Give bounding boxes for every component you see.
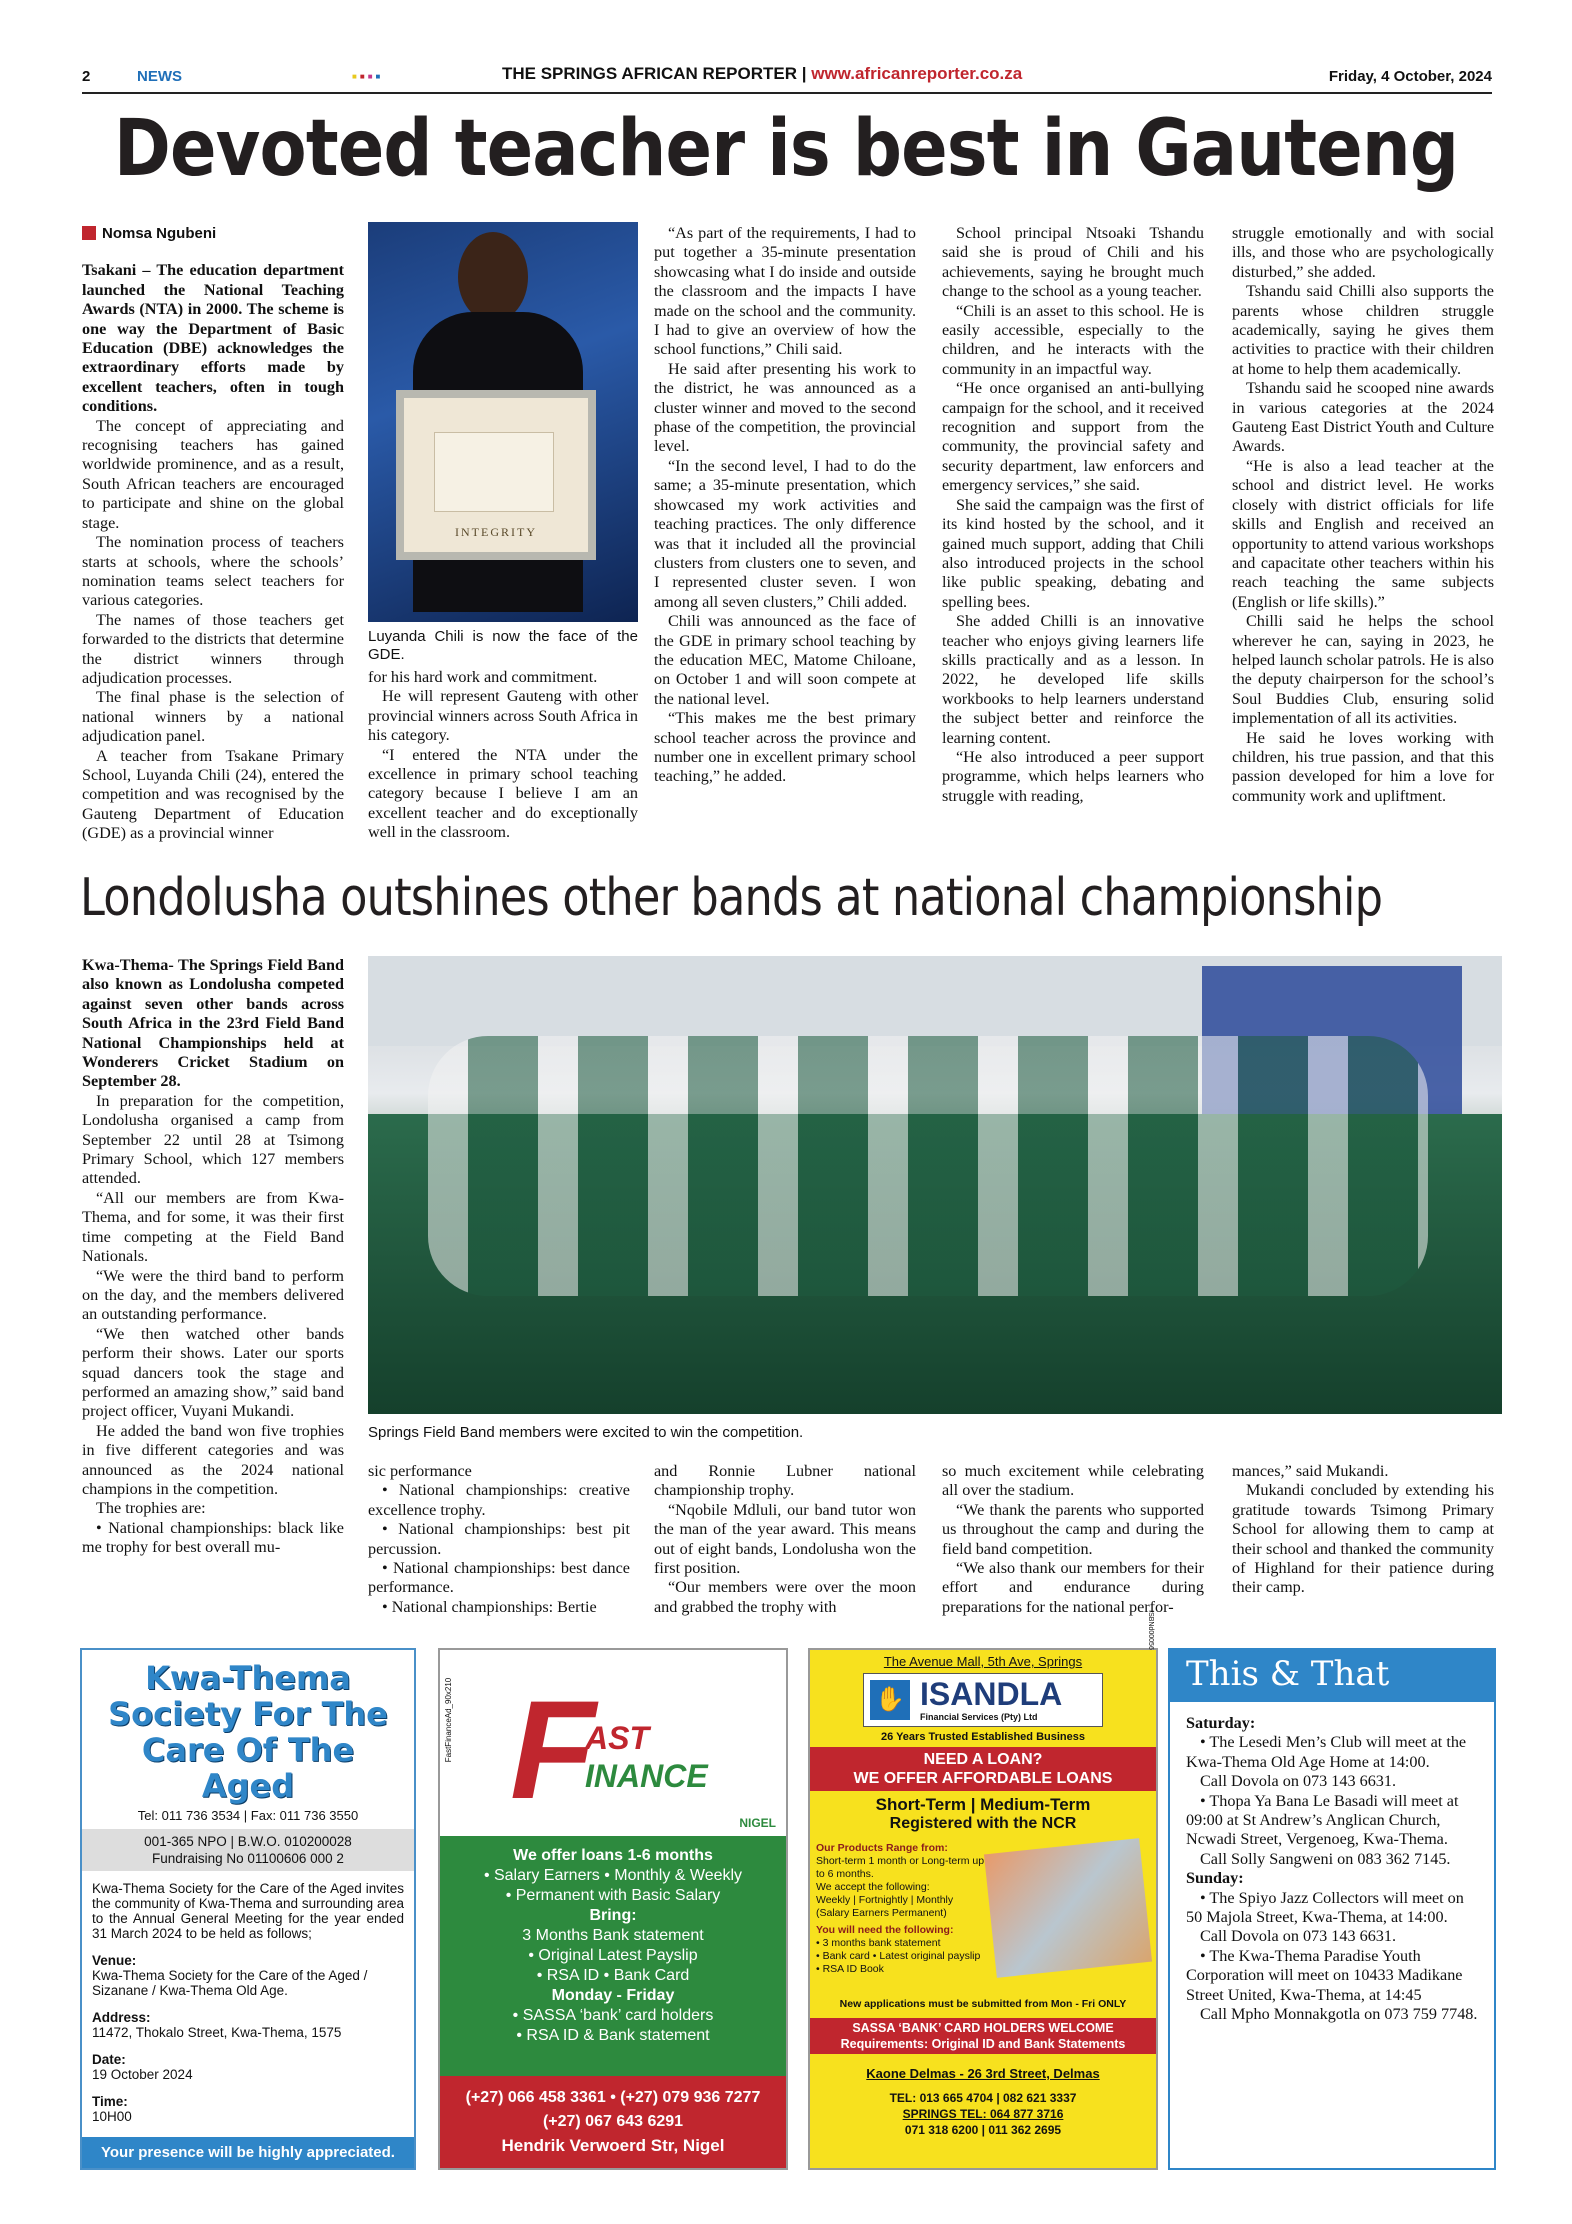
paragraph: Chili was announced as the face of the GDE in primary school teaching by the education MEC, Matome Chiloane, on October 1 and will soon compete at the national level. (654, 612, 916, 708)
section-dots: ■■■■ (352, 72, 384, 81)
ad1-tel: Tel: 011 736 3534 | Fax: 011 736 3550 (137, 1808, 359, 1823)
page-number: 2 (82, 68, 91, 85)
ad2-logo (440, 1650, 786, 1836)
a1-col-4 (942, 224, 1204, 806)
paragraph: He said after presenting his work to the district, he was announced as a cluster winner and moved to the second phase of the competition, the provincial level. (654, 359, 916, 456)
a2-lead: Kwa-Thema- The Springs Field Band also known as Londolusha competed against seven other bands across South Africa in the 23rd Field Band National Championships held at Wonderers Cricket Stadium on September 28. (82, 956, 344, 1091)
a2-col-4 (942, 1462, 1204, 1617)
paragraph: She said the campaign was the first of its kind hosted by the school, and it gained much support, adding that Chili also introduced projects in the school like public speaking, debating and spelling bees. (942, 495, 1204, 611)
text: We offer loans 1-6 months (513, 1847, 713, 1864)
paragraph: “In the second level, I had to do the same; a 35-minute presentation, which showcased my work activities and teaching practices. The only difference was that it included all the provincial clusters from clusters one to seven, and I represented cluster seven. I won among all seven clusters,” Chili added. (654, 456, 916, 611)
paragraph: “This makes me the best primary school teacher across the province and number one in excellent primary school teaching,” he added. (654, 709, 916, 786)
ad3-side: ISBNd00056 (1147, 1610, 1154, 1650)
listing: • The Lesedi Men’s Club will meet at the Kwa-Thema Old Age Home at 14:00. (1186, 1733, 1467, 1771)
text: 3 Months Bank statement (522, 1927, 704, 1944)
paragraph: Mukandi concluded by extending his gratitude towards Tsimong Primary School for allowing them to camp at their school and thanked the community of Highland for their patience during their camp. (1232, 1481, 1494, 1597)
band-photo (368, 956, 1502, 1414)
page-header (82, 62, 1492, 92)
text: • Salary Earners • Monthly & Weekly (483, 1867, 743, 1884)
paragraph: A teacher from Tsakane Primary School, Luyanda Chili (24), entered the competition and was recognised by the Gauteng Department of Education (GDE) as a provincial winner (82, 746, 344, 843)
ad2-contact-box (440, 2076, 786, 2168)
paragraph: “He is also a lead teacher at the school and district level. He works closely with district officials for life skills and English and received an opportunity to attend various workshops and capacitate other teachers within his reach teaching the same subjects (English or life skills).” (1232, 456, 1494, 611)
paragraph: “We then watched other bands perform their shows. Later our sports squad dancers took the stage and performed an amazing show,” said band project officer, Vuyani Mukandi. (82, 1324, 344, 1421)
a2-col-3 (654, 1462, 916, 1617)
this-that-title: This & That (1170, 1650, 1494, 1702)
label: Venue: (92, 1953, 137, 1968)
ad1-registration: 001-365 NPO | B.W.O. 010200028 Fundraising No 01100606 000 2 (82, 1829, 414, 1871)
paragraph: The names of those teachers get forwarded to the districts that determine the district winners through adjudication processes. (82, 610, 344, 687)
ad1-venue: Kwa-Thema Society for the Care of the Aged / Sizanane / Kwa-Thema Old Age. (92, 1968, 368, 1998)
website-link[interactable]: www.africanreporter.co.za (811, 64, 1023, 83)
photo-caption-1: Luyanda Chili is now the face of the GDE. (368, 628, 638, 663)
listing: Call Dovola on 073 143 6631. (1200, 1927, 1397, 1946)
frame-text: INTEGRITY (455, 525, 537, 539)
listing: Call Mpho Monnakgotla on 073 759 7748. (1200, 2005, 1478, 2024)
paragraph: He added the band won five trophies in five different categories and was announced as the 2024 national champions in the competition. (82, 1421, 344, 1498)
label: Address: (92, 2010, 151, 2025)
a1-col-5 (1232, 224, 1494, 806)
paragraph: “As part of the requirements, I had to put together a 35-minute presentation showcasing what I do inside and outside the classroom and the impacts I have made on the school and the community. I had to give an overview of how the school functions,” Chili said. (654, 224, 916, 359)
paragraph: • National championships: black like me trophy for best overall mu- (82, 1518, 344, 1557)
paragraph: She added Chilli is an innovative teacher who enjoys giving learners life skills practically and as a lesson. In 2022, he developed life skills workbooks to help learners understand the subject better and reinforce the learning content. (942, 612, 1204, 747)
teacher-photo (368, 222, 638, 622)
ad1-body (82, 1871, 414, 2124)
paragraph: Tshandu said he scooped nine awards in various categories at the 2024 Gauteng East District Youth and Culture Awards. (1232, 379, 1494, 456)
paragraph: sic performance (368, 1462, 472, 1480)
ad2-address: Hendrik Verwoerd Str, Nigel (501, 2136, 725, 2155)
ad2-phone: (+27) 066 458 3361 • (+27) 079 936 7277 (465, 2089, 761, 2106)
paragraph: “We also thank our members for their effort and endurance during preparations for the national perfor- (942, 1559, 1204, 1616)
paragraph: struggle emotionally and with social ills, and those who are psychologically disturbed,” she added. (1232, 224, 1494, 281)
text: New applications must be submitted from Mon - Fri ONLY (839, 1998, 1127, 2010)
paragraph: “Our members were over the moon and grabbed the trophy with (654, 1578, 916, 1616)
paragraph: He said he loves working with children, his true passion, and that this passion developed for him a love for community work and upliftment. (1232, 728, 1494, 805)
paragraph: “All our members are from Kwa-Thema, and for some, it was their first time competing at the Field Band Nationals. (82, 1188, 344, 1266)
paragraph: • National championships: best pit percussion. (368, 1520, 630, 1558)
text: Kaone Delmas - 26 3rd Street, Delmas (866, 2066, 1100, 2081)
paragraph: so much excitement while celebrating all over the stadium. (942, 1462, 1204, 1500)
section-label: NEWS (137, 68, 182, 85)
paragraph: “We were the third band to perform on the day, and the members delivered an outstanding performance. (82, 1266, 344, 1324)
paragraph: The final phase is the selection of national winners by a national adjudication panel. (82, 688, 344, 746)
paragraph: • National championships: Bertie (382, 1597, 597, 1616)
a1-col-2 (368, 628, 638, 843)
text: • SASSA ‘bank’ card holders (512, 2007, 714, 2024)
this-and-that-box (1168, 1648, 1496, 2170)
ad3-details: Our Products Range from: Short-term 1 month or Long-term up to 6 months. We accept the following: Weekly | Fortnightly | Monthly (Salary Earners Permanent) You will need the following: • 3 months bank statement • Bank card • Latest original payslip • RSA ID Book (816, 1842, 985, 1975)
paragraph: He will represent Gauteng with other provincial winners across South Africa in his category. (368, 687, 638, 745)
text: 26 Years Trusted Established Business (880, 1731, 1085, 1743)
handshake-icon: ✋ (870, 1680, 910, 1720)
byline: Nomsa Ngubeni (82, 224, 344, 243)
ad3-brand-sub: Financial Services (Pty) Ltd (920, 1712, 1038, 1722)
ad-isandla (808, 1610, 1158, 2170)
paragraph: “We thank the parents who supported us throughout the camp and during the field band competition. (942, 1500, 1204, 1558)
text: • RSA ID & Bank statement (516, 2027, 710, 2044)
ad1-title: Kwa-Thema Society For The Care Of The Aged (108, 1659, 388, 1805)
a1-col-3 (654, 224, 916, 787)
label: Saturday: (1186, 1714, 1256, 1732)
this-that-body (1170, 1702, 1494, 2025)
paragraph: • National championships: best dance performance. (368, 1559, 630, 1597)
label: Sunday: (1186, 1869, 1244, 1888)
paragraph: “Nqobile Mdluli, our band tutor won the man of the year award. This means out of eight bands, Londolusha won the first position. (654, 1500, 916, 1578)
label: Date: (92, 2052, 126, 2067)
banknotes-image (984, 1838, 1152, 1978)
listing: Call Dovola on 073 143 6631. (1200, 1772, 1397, 1791)
listing: • The Spiyo Jazz Collectors will meet on 50 Majola Street, Kwa-Thema, at 14:00. (1186, 1888, 1464, 1927)
a2-col-1 (82, 956, 344, 1558)
paragraph: School principal Ntsoaki Tshandu said she is proud of Chili and his achievements, saying he brought much change to the school as a young teacher. (942, 224, 1204, 301)
label: Time: (92, 2094, 128, 2109)
text: • RSA ID • Bank Card (536, 1967, 690, 1984)
listing: Call Solly Sangweni on 083 362 7145. (1200, 1849, 1451, 1868)
ad-fast-finance (438, 1648, 788, 2170)
ad1-intro: Kwa-Thema Society for the Care of the Aged invites the community of Kwa-Thema and surrounding area to the Annual General Meeting for the year ended 31 March 2024 to be held as follows; (92, 1881, 404, 1941)
paragraph: for his hard work and commitment. (368, 668, 598, 686)
headline-1: Devoted teacher is best in Gauteng (113, 104, 1459, 194)
text: • Original Latest Payslip (528, 1947, 698, 1964)
paragraph: The concept of appreciating and recognising teachers has gained worldwide prominence, and as a result, South African teachers are encouraged to participate and shine on the global stage. (82, 416, 344, 532)
ad2-f-icon: F (510, 1671, 596, 1828)
paragraph: and Ronnie Lubner national championship trophy. (654, 1462, 916, 1500)
text: Registered with the NCR (889, 1815, 1077, 1832)
a1-col-1 (82, 224, 344, 844)
ad-society-aged (80, 1648, 416, 2170)
paragraph: “He also introduced a peer support programme, which helps learners who struggle with reading, (942, 747, 1204, 805)
paragraph: The nomination process of teachers starts at schools, where the schools’ nomination teams select teachers for various categories. (82, 533, 344, 610)
ad1-footer: Your presence will be highly appreciated. (82, 2137, 414, 2168)
paragraph: “I entered the NTA under the excellence in primary school teaching category because I believe I am an excellent teacher and do exceptionally well in the classroom. (368, 745, 638, 842)
paragraph: • National championships: creative excellence trophy. (368, 1481, 630, 1519)
ad2-offer-box (440, 1836, 786, 2076)
ad3-contact: TEL: 013 665 4704 | 082 621 3337 SPRINGS TEL: 064 877 3716 071 318 6200 | 011 362 2695 (889, 2091, 1077, 2137)
ad2-nigel: NIGEL (739, 1816, 776, 1830)
ad2-side: FastFinanceAd_90x210 (444, 1677, 453, 1763)
ad2-phone: (+27) 067 643 6291 (542, 2113, 684, 2130)
paragraph: “Chili is an asset to this school. He is easily accessible, especially to the children, and he interacts with the community in an impactful way. (942, 301, 1204, 378)
listing: • Thopa Ya Bana Le Basadi will meet at 09:00 at St Andrew’s Anglican Church, Ncwadi Street, Vergenoeg, Kwa-Thema. (1186, 1791, 1459, 1849)
paragraph: Chilli said he helps the school wherever he can, saying in 2023, he helped launch scholar patrols. He is also the deputy chairperson for the school’s Soul Buddies Club, ensuring solid implementation of all its activities. (1232, 612, 1494, 728)
a1-lead: Tsakani – The education department launched the National Teaching Awards (NTA) in 2000. The scheme is one way the Department of Basic Education (DBE) acknowledges the extraordinary efforts made by excellent teachers, often in tough conditions. (82, 261, 344, 416)
ad3-brand: ISANDLA (920, 1676, 1063, 1712)
paragraph: In preparation for the competition, Londolusha organised a camp from September 22 until 28 at Tsimong Primary School, which 127 members attended. (82, 1091, 344, 1188)
text: • Permanent with Basic Salary (505, 1887, 721, 1904)
listing: • The Kwa-Thema Paradise Youth Corporation will meet on 10433 Madikane Street United, Kwa-Thema, at 14:45 (1186, 1946, 1463, 2004)
ad3-mall: The Avenue Mall, 5th Ave, Springs (883, 1654, 1083, 1669)
paragraph: mances,” said Mukandi. (1232, 1462, 1389, 1480)
ad1-date: 19 October 2024 (92, 2067, 193, 2082)
ad3-logo (863, 1673, 1103, 1727)
a2-col-5 (1232, 1462, 1494, 1598)
issue-date: Friday, 4 October, 2024 (1328, 68, 1492, 85)
photo-caption-2: Springs Field Band members were excited to win the competition. (368, 1424, 804, 1441)
ad3-sassa: SASSA ‘BANK’ CARD HOLDERS WELCOME Requirements: Original ID and Bank Statements (810, 2018, 1156, 2054)
a2-col-2 (368, 1462, 630, 1617)
text: Short-Term | Medium-Term (875, 1795, 1091, 1814)
header-rule (82, 92, 1492, 94)
text: Bring: (589, 1907, 637, 1924)
a2-caption-row (368, 1424, 928, 1442)
text: Monday - Friday (551, 1987, 675, 2004)
paragraph: The trophies are: (96, 1499, 206, 1518)
masthead: THE SPRINGS AFRICAN REPORTER | www.africanreporter.co.za (502, 64, 1023, 83)
ad3-need-loan: NEED A LOAN? WE OFFER AFFORDABLE LOANS (810, 1747, 1156, 1791)
paragraph: “He once organised an anti-bullying campaign for the school, and it received recognition and support from the community, the provincial safety and security department, law enforcers and emergency services,” she said. (942, 379, 1204, 495)
ad2-logo-ast: AST (585, 1720, 649, 1756)
headline-2: Londolusha outshines other bands at national championship (80, 868, 1383, 928)
paragraph: Tshandu said Chilli also supports the parents whose children struggle academically, saying he gives them activities to practice with their children at home to help them academically. (1232, 282, 1494, 378)
ad1-address: 11472, Thokalo Street, Kwa-Thema, 1575 (92, 2025, 342, 2040)
ad1-time: 10H00 (92, 2109, 132, 2124)
ad2-logo-inance: INANCE (585, 1758, 708, 1794)
